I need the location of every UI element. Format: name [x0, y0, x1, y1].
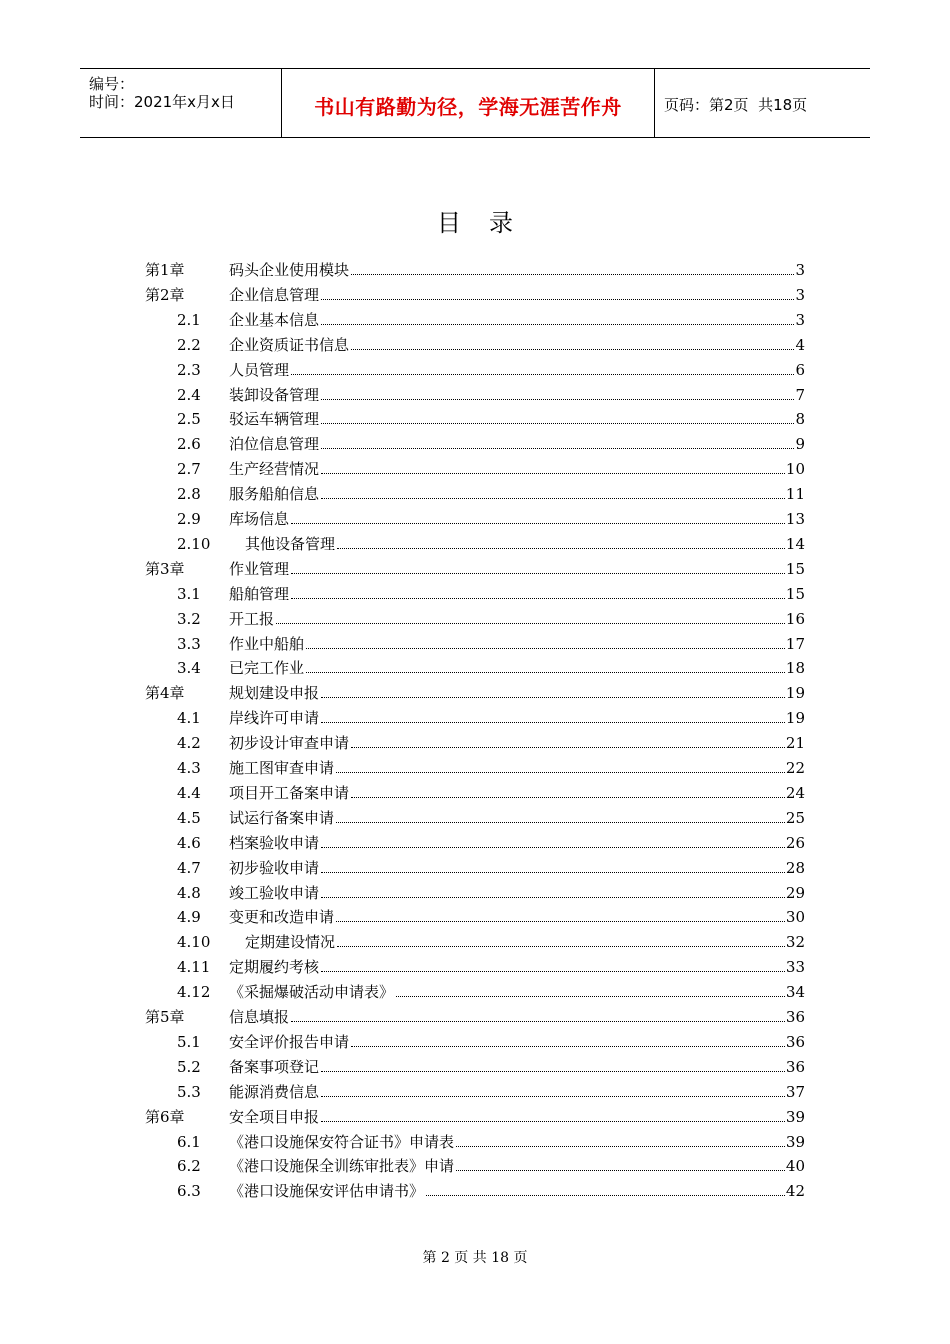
toc-entry-number: 3.1	[177, 584, 201, 603]
toc-entry-number: 4.12	[177, 983, 211, 1002]
toc-entry-page: 8	[795, 410, 805, 429]
toc-entry[interactable]	[0, 582, 950, 606]
toc-entry-number: 2.1	[177, 310, 201, 329]
toc-entry-title: 安全项目申报	[229, 1107, 320, 1126]
toc-entry[interactable]	[0, 283, 950, 307]
toc-entry-page: 33	[785, 958, 805, 977]
toc-entry-title: 信息填报	[229, 1008, 290, 1026]
toc-entry-page: 16	[785, 609, 805, 628]
toc-entry[interactable]	[0, 258, 950, 282]
toc-entry-number: 2.5	[177, 410, 201, 429]
toc-entry[interactable]	[0, 632, 950, 656]
toc-entry-title: 《港口设施保安符合证书》申请表	[229, 1132, 455, 1151]
dot-leader	[321, 707, 785, 723]
toc-entry-page: 10	[785, 460, 805, 479]
number-label: 编号：	[89, 75, 135, 93]
toc-entry-leader	[229, 432, 805, 456]
toc-entry[interactable]	[0, 681, 950, 705]
toc-entry-page: 29	[785, 883, 805, 902]
toc-entry-page: 39	[785, 1107, 805, 1126]
dot-leader	[456, 1131, 785, 1147]
header-motto-cell	[282, 69, 655, 137]
toc-entry[interactable]	[0, 806, 950, 830]
toc-entry[interactable]	[0, 482, 950, 506]
toc-entry-title: 定期履约考核	[229, 958, 320, 977]
dot-leader	[336, 906, 785, 922]
toc-entry-page: 34	[785, 983, 805, 1002]
toc-entry-number: 4.6	[177, 833, 201, 852]
toc-entry-page: 21	[785, 734, 805, 753]
toc-entry[interactable]	[0, 1130, 950, 1154]
dot-leader	[321, 309, 794, 325]
toc-entry-leader	[229, 258, 805, 282]
toc-entry-number: 第3章	[145, 559, 185, 578]
dot-leader	[351, 334, 794, 350]
toc-entry-number: 第1章	[145, 261, 185, 279]
toc-entry-leader	[229, 831, 805, 855]
dot-leader	[291, 558, 785, 574]
toc-entry-leader	[229, 457, 805, 481]
toc-entry[interactable]	[0, 358, 950, 382]
toc-entry[interactable]	[0, 731, 950, 755]
toc-entry[interactable]	[0, 308, 950, 332]
toc-entry-title: 初步验收申请	[229, 858, 320, 877]
toc-entry[interactable]	[0, 1080, 950, 1104]
toc-entry[interactable]	[0, 457, 950, 481]
dot-leader	[291, 359, 794, 375]
toc-entry-page: 42	[785, 1182, 805, 1201]
toc-entry-leader	[229, 905, 805, 929]
toc-entry[interactable]	[0, 980, 950, 1004]
toc-entry-page: 3	[795, 261, 805, 279]
dot-leader	[426, 1180, 785, 1196]
toc-entry-leader	[229, 1154, 805, 1178]
toc-entry[interactable]	[0, 432, 950, 456]
dot-leader	[306, 633, 785, 649]
toc-entry-page: 15	[785, 584, 805, 603]
toc-entry-page: 17	[785, 634, 805, 653]
toc-entry-title: 开工报	[229, 609, 275, 628]
toc-entry-number: 4.5	[177, 808, 201, 827]
toc-entry-title: 其他设备管理	[245, 534, 336, 553]
toc-entry-leader	[229, 756, 805, 780]
page-footer: 第 2 页 共 18 页	[422, 1250, 528, 1266]
dot-leader	[276, 608, 785, 624]
toc-entry-number: 2.10	[177, 534, 211, 553]
toc-entry-leader	[229, 1005, 805, 1029]
header-page-cell	[655, 69, 870, 137]
toc-entry-page: 28	[785, 858, 805, 877]
dot-leader	[321, 433, 794, 449]
toc-entry-title: 船舶管理	[229, 584, 290, 603]
toc-entry-leader	[229, 656, 805, 680]
toc-entry[interactable]	[0, 1154, 950, 1178]
toc-entry-page: 4	[795, 335, 805, 354]
toc-entry-number: 第4章	[145, 684, 185, 703]
dot-leader	[351, 782, 785, 798]
toc-entry[interactable]	[0, 1105, 950, 1129]
toc-entry-title: 驳运车辆管理	[229, 410, 320, 429]
toc-entry[interactable]	[0, 1005, 950, 1029]
toc-entry-leader	[229, 856, 805, 880]
toc-entry-title: 试运行备案申请	[229, 808, 335, 827]
toc-entry[interactable]	[0, 383, 950, 407]
toc-entry-page: 25	[785, 808, 805, 827]
dot-leader	[321, 1056, 785, 1072]
toc-entry-title: 能源消费信息	[229, 1082, 320, 1101]
dot-leader	[321, 832, 785, 848]
toc-entry-title: 已完工作业	[229, 659, 305, 678]
toc-entry-page: 18	[785, 659, 805, 678]
toc-entry-number: 2.4	[177, 385, 201, 404]
toc-entry-title: 泊位信息管理	[229, 435, 320, 454]
dot-leader	[336, 807, 785, 823]
dot-leader	[321, 408, 794, 424]
toc-entry[interactable]	[0, 856, 950, 880]
toc-entry-number: 6.2	[177, 1157, 201, 1176]
toc-entry[interactable]	[0, 930, 950, 954]
toc-entry-page: 11	[785, 485, 805, 504]
dot-leader	[337, 533, 785, 549]
dot-leader	[291, 1006, 785, 1022]
toc-entry-number: 第6章	[145, 1107, 185, 1126]
toc-entry-page: 40	[785, 1157, 805, 1176]
toc-entry-leader	[229, 731, 805, 755]
toc-entry-leader	[229, 1179, 805, 1203]
toc-entry[interactable]	[0, 706, 950, 730]
toc-entry-leader	[229, 681, 805, 705]
toc-entry-title: 岸线许可申请	[229, 709, 320, 728]
toc-entry-page: 39	[785, 1132, 805, 1151]
toc-entry-leader	[229, 607, 805, 631]
toc-entry-leader	[229, 881, 805, 905]
toc-entry[interactable]	[0, 781, 950, 805]
toc-entry-leader	[245, 930, 805, 954]
toc-entry-number: 2.6	[177, 435, 201, 454]
toc-entry-leader	[229, 980, 805, 1004]
toc-entry-leader	[229, 358, 805, 382]
toc-entry-page: 37	[785, 1082, 805, 1101]
toc-entry-title: 《港口设施保全训练审批表》申请	[229, 1157, 455, 1176]
toc-entry-leader	[229, 383, 805, 407]
toc-entry[interactable]	[0, 532, 950, 556]
toc-entry[interactable]	[0, 507, 950, 531]
toc-entry-title: 档案验收申请	[229, 833, 320, 852]
toc-entry-title: 企业资质证书信息	[229, 335, 350, 354]
toc-entry[interactable]	[0, 1055, 950, 1079]
toc-title: 目录	[437, 209, 541, 237]
toc-entry-page: 22	[785, 759, 805, 777]
toc-entry-title: 库场信息	[229, 510, 290, 528]
toc-entry-number: 2.2	[177, 335, 201, 354]
toc-entry-title: 变更和改造申请	[229, 908, 335, 927]
dot-leader	[351, 1031, 785, 1047]
toc-entry-page: 24	[785, 783, 805, 802]
toc-entry-title: 项目开工备案申请	[229, 783, 350, 802]
toc-entry-title: 施工图审查申请	[229, 759, 335, 777]
toc-entry[interactable]	[0, 955, 950, 979]
toc-entry-title: 规划建设申报	[229, 684, 320, 703]
toc-entry-leader	[229, 482, 805, 506]
toc-entry-leader	[229, 1030, 805, 1054]
toc-entry-leader	[229, 632, 805, 656]
toc-entry-number: 2.8	[177, 485, 201, 504]
toc-entry-title: 服务船舶信息	[229, 485, 320, 504]
toc-entry[interactable]	[0, 656, 950, 680]
dot-leader	[321, 458, 785, 474]
toc-entry-leader	[229, 507, 805, 531]
dot-leader	[321, 483, 785, 499]
toc-entry-number: 4.8	[177, 883, 201, 902]
toc-entry-number: 5.1	[177, 1032, 201, 1051]
toc-entry-number: 2.3	[177, 360, 201, 379]
dot-leader	[321, 857, 785, 873]
toc-entry-leader	[229, 1080, 805, 1104]
toc-entry[interactable]	[0, 1179, 950, 1203]
toc-entry-leader	[229, 1105, 805, 1129]
toc-entry-leader	[229, 1130, 805, 1154]
toc-entry-leader	[229, 781, 805, 805]
toc-entry-number: 6.1	[177, 1132, 201, 1151]
toc-entry-page: 19	[785, 684, 805, 703]
toc-entry-page: 36	[785, 1057, 805, 1076]
dot-leader	[321, 882, 785, 898]
toc-entry-title: 《采掘爆破活动申请表》	[229, 983, 395, 1002]
toc-entry-title: 码头企业使用模块	[229, 261, 350, 279]
toc-entry-number: 4.3	[177, 759, 201, 777]
dot-leader	[337, 931, 785, 947]
toc-entry-page: 30	[785, 908, 805, 927]
toc-entry-leader	[229, 407, 805, 431]
toc-entry-page: 9	[795, 435, 805, 454]
toc-entry[interactable]	[0, 333, 950, 357]
toc-entry-number: 2.7	[177, 460, 201, 479]
toc-entry-number: 3.2	[177, 609, 201, 628]
toc-entry-leader	[229, 955, 805, 979]
toc-entry-title: 生产经营情况	[229, 460, 320, 479]
toc-entry-title: 备案事项登记	[229, 1057, 320, 1076]
toc-entry-leader	[229, 582, 805, 606]
toc-entry-number: 第5章	[145, 1008, 185, 1026]
toc-entry-title: 初步设计审查申请	[229, 734, 350, 753]
toc-entry-title: 定期建设情况	[245, 933, 336, 952]
toc-entry-page: 3	[795, 310, 805, 329]
toc-entry-title: 企业信息管理	[229, 285, 320, 304]
toc-entry-page: 36	[785, 1032, 805, 1051]
toc-entry[interactable]	[0, 557, 950, 581]
page-header	[80, 68, 870, 138]
toc-entry-title: 装卸设备管理	[229, 385, 320, 404]
dot-leader	[351, 259, 794, 275]
dot-leader	[456, 1155, 785, 1171]
toc-entry-leader	[229, 557, 805, 581]
toc-entry-page: 6	[795, 360, 805, 379]
toc-entry-number: 6.3	[177, 1182, 201, 1201]
dot-leader	[336, 757, 785, 773]
toc-entry-leader	[229, 1055, 805, 1079]
motto: 书山有路勤为径，学海无涯苦作舟	[314, 95, 622, 119]
toc-entry-title: 《港口设施保安评估申请书》	[229, 1182, 425, 1201]
toc-entry-title: 竣工验收申请	[229, 883, 320, 902]
toc-entry[interactable]	[0, 905, 950, 929]
dot-leader	[321, 1106, 785, 1122]
toc-entry-number: 3.3	[177, 634, 201, 653]
toc-entry[interactable]	[0, 607, 950, 631]
dot-leader	[351, 732, 785, 748]
dot-leader	[396, 981, 785, 997]
toc-entry-number: 4.2	[177, 734, 201, 753]
toc-entry-number: 4.10	[177, 933, 211, 952]
dot-leader	[321, 384, 794, 400]
toc-entry-page: 3	[795, 285, 805, 304]
toc-entry-title: 作业管理	[229, 559, 290, 578]
toc-entry-page: 36	[785, 1008, 805, 1026]
header-page-info: 页码：第2页 共18页	[664, 96, 808, 114]
toc-entry-leader	[229, 333, 805, 357]
toc-entry-leader	[229, 283, 805, 307]
dot-leader	[291, 583, 785, 599]
dot-leader	[321, 284, 794, 300]
toc-entry-number: 4.4	[177, 783, 201, 802]
dot-leader	[291, 508, 785, 524]
toc-entry-leader	[229, 706, 805, 730]
toc-entry-title: 企业基本信息	[229, 310, 320, 329]
toc-entry-leader	[229, 806, 805, 830]
toc-entry[interactable]	[0, 881, 950, 905]
toc-entry-number: 5.3	[177, 1082, 201, 1101]
toc-entry-number: 2.9	[177, 510, 201, 528]
toc-entry-leader	[245, 532, 805, 556]
toc-entry-page: 13	[785, 510, 805, 528]
toc-entry-title: 人员管理	[229, 360, 290, 379]
toc-entry-page: 15	[785, 559, 805, 578]
toc-entry-page: 32	[785, 933, 805, 952]
toc-entry-title: 安全评价报告申请	[229, 1032, 350, 1051]
toc-entry-page: 14	[785, 534, 805, 553]
toc-entry-number: 4.11	[177, 958, 211, 977]
toc-entry-page: 7	[795, 385, 805, 404]
toc-entry[interactable]	[0, 756, 950, 780]
toc-entry-number: 4.9	[177, 908, 201, 927]
toc-entry[interactable]	[0, 1030, 950, 1054]
dot-leader	[306, 657, 785, 673]
toc-entry-title: 作业中船舶	[229, 634, 305, 653]
toc-entry-number: 第2章	[145, 285, 185, 304]
toc-entry-number: 4.7	[177, 858, 201, 877]
dot-leader	[321, 1081, 785, 1097]
toc-entry-number: 5.2	[177, 1057, 201, 1076]
toc-entry-number: 3.4	[177, 659, 201, 678]
dot-leader	[321, 956, 785, 972]
toc-entry[interactable]	[0, 831, 950, 855]
toc-entry-leader	[229, 308, 805, 332]
toc-entry-page: 19	[785, 709, 805, 728]
header-meta-cell	[80, 69, 282, 137]
time-label: 时间：2021年x月x日	[89, 93, 235, 111]
toc-entry-page: 26	[785, 833, 805, 852]
toc-entry-number: 4.1	[177, 709, 201, 728]
dot-leader	[321, 682, 785, 698]
toc-entry[interactable]	[0, 407, 950, 431]
